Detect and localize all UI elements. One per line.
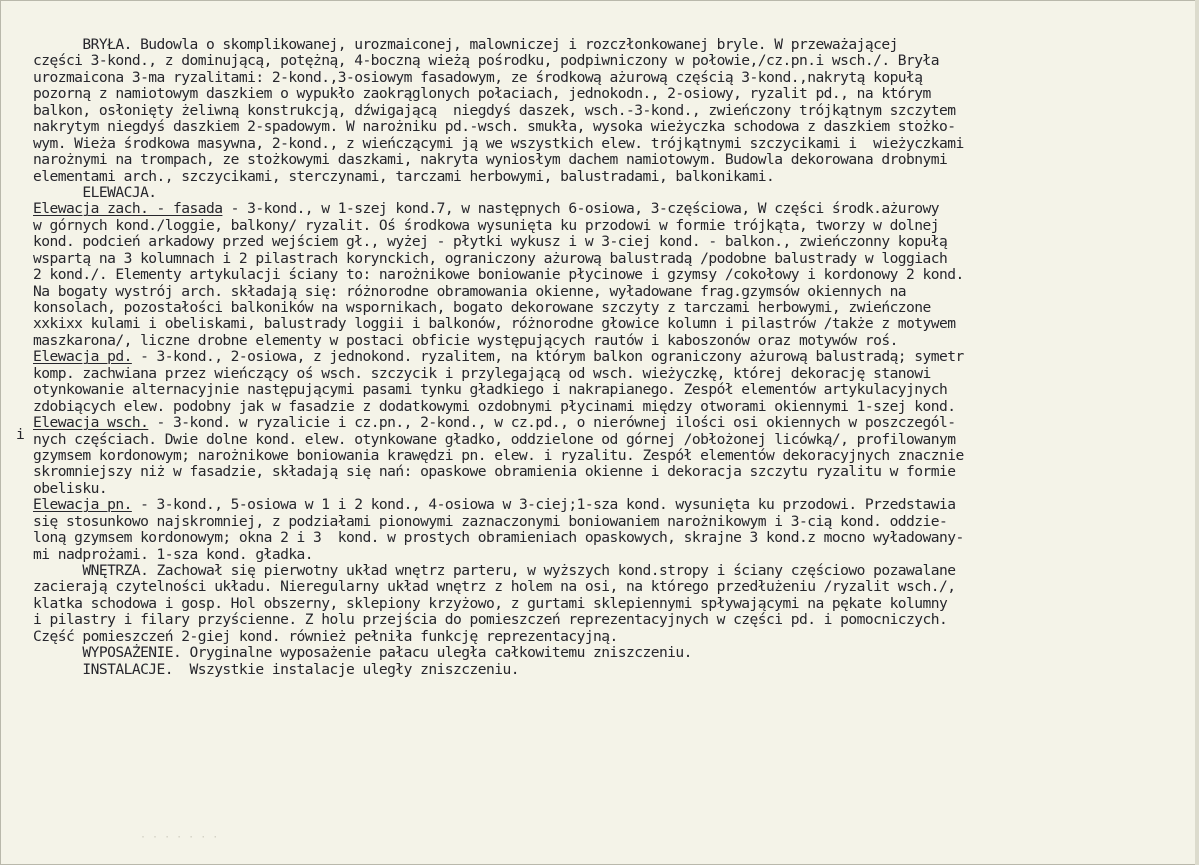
line-text: loną gzymsem kordonowym; okna 2 i 3 kond. w prostych obramieniach opaskowych, skrajne 3 kond.z mocno wyładowany-: [33, 529, 964, 547]
text-line: [33, 481, 1197, 497]
text-line: [33, 333, 1197, 349]
line-text: Część pomieszczeń 2-giej kond. również pełniła funkcję reprezentacyjną.: [33, 627, 618, 645]
text-line: [33, 497, 1197, 513]
line-text: 2 kond./. Elementy artykulacji ściany to: narożnikowe boniowanie płycinowe i gzymsy /cokołowy i kordonowy 2 kond.: [33, 266, 964, 284]
text-line: [33, 629, 1197, 645]
line-text: skromniejszy niż w fasadzie, składają się nań: opaskowe obramienia okienne i dekoracja szczytu ryzalitu w formie: [33, 463, 956, 481]
line-text: się stosunkowo najskromniej, z podziałami pionowymi zaznaczonymi boniowaniem narożnikowym i 3-cią kond. oddzie-: [33, 512, 948, 530]
text-line: [33, 218, 1197, 234]
text-line: [33, 514, 1197, 530]
text-line: [33, 596, 1197, 612]
line-text: nakrytym niegdyś daszkiem 2-spadowym. W narożniku pd.-wsch. smukła, wysoka wieżyczka schodowa z daszkiem stożko-: [33, 118, 956, 136]
section-heading: Elewacja pd.: [33, 348, 132, 366]
line-text: narożnymi na trompach, ze stożkowymi daszkami, nakryta wyniosłym dachem namiotowym. Budowla dekorowana drobnymi: [33, 151, 948, 169]
text-line: [33, 53, 1197, 69]
text-line: [33, 464, 1197, 480]
section-heading: Elewacja zach. - fasada: [33, 200, 223, 218]
text-line: [33, 37, 1197, 53]
line-text: urozmaicona 3-ma ryzalitami: 2-kond.,3-osiowym fasadowym, ze środkową ażurową częścią 3-kond.,nakrytą kopułą: [33, 68, 923, 86]
line-text: mi nadprożami. 1-sza kond. gładka.: [33, 545, 314, 563]
text-line: [33, 530, 1197, 546]
text-line: [33, 185, 1197, 201]
text-line: [33, 415, 1197, 431]
line-text: WNĘTRZA. Zachował się pierwotny układ wnętrz parteru, w wyższych kond.stropy i ściany częściowo pozawalane: [33, 562, 956, 579]
line-text: w górnych kond./loggie, balkony/ ryzalit. Oś środkowa wysunięta ku przodowi w formie trójkąta, tworzy w dolnej: [33, 216, 939, 234]
line-text: - 3-kond. w ryzalicie i cz.pn., 2-kond., w cz.pd., o nierównej ilości osi okiennych w poszczegól-: [148, 414, 956, 432]
text-line: [33, 86, 1197, 102]
text-line: [33, 563, 1197, 579]
faint-mark: · · · · · · ·: [140, 832, 219, 843]
section-heading: Elewacja wsch.: [33, 414, 149, 432]
text-line: [33, 103, 1197, 119]
line-text: obelisku.: [33, 479, 108, 497]
line-text: - 3-kond., w 1-szej kond.7, w następnych 6-osiowa, 3-częściowa, W części środk.ażurowy: [222, 200, 939, 218]
line-text: części 3-kond., z dominującą, potężną, 4-boczną wieżą pośrodku, podpiwniczony w połowie,/cz.pn.i wsch./. Bryła: [33, 52, 939, 70]
text-line: [33, 645, 1197, 661]
line-text: - 3-kond., 2-osiowa, z jednokond. ryzalitem, na którym balkon ograniczony ażurową balustradą; symetr: [131, 348, 964, 366]
text-line: [33, 234, 1197, 250]
line-text: WYPOSAŻENIE. Oryginalne wyposażenie pałacu uległa całkowitemu zniszczeniu.: [33, 644, 692, 662]
text-line: [33, 201, 1197, 217]
text-line: [33, 547, 1197, 563]
line-text: i pilastry i filary przyścienne. Z holu przejścia do pomieszczeń reprezentacyjnych w części pd. i pomocniczych.: [33, 611, 948, 629]
line-text: nych częściach. Dwie dolne kond. elew. otynkowane gładko, oddzielone od górnej /obłożonej licówką/, profilowanym: [33, 430, 956, 448]
text-line: [33, 366, 1197, 382]
line-text: BRYŁA. Budowla o skomplikowanej, urozmaiconej, malowniczej i rozczłonkowanej bryle. W przeważającej: [33, 36, 898, 53]
text-line: [33, 267, 1197, 283]
line-text: pozorną z namiotowym daszkiem o wypukło zaokrąglonych połaciach, jednokodn., 2-osiowy, ryzalit pd., na którym: [33, 85, 931, 103]
text-line: [33, 152, 1197, 168]
line-text: balkon, osłonięty żeliwną konstrukcją, dźwigającą niegdyś daszek, wsch.-3-kond., zwieńczony trójkątnym szczytem: [33, 101, 956, 119]
line-text: - 3-kond., 5-osiowa w 1 i 2 kond., 4-osiowa w 3-ciej;1-sza kond. wysunięta ku przodowi. Przedstawia: [131, 496, 956, 514]
text-line: [33, 399, 1197, 415]
line-text: zdobiących elew. podobny jak w fasadzie z dodatkowymi ozdobnymi płycinami między otworami okiennymi 1-szej kond.: [33, 397, 956, 415]
text-line: [33, 448, 1197, 464]
line-text: otynkowanie alternacyjnie następującymi pasami tynku gładkiego i nakrapianego. Zespół elementów artykulacyjnych: [33, 381, 948, 399]
line-text: gzymsem kordonowym; narożnikowe boniowania krawędzi pn. elew. i ryzalitu. Zespół elementów dekoracyjnych znacznie: [33, 446, 964, 464]
line-text: wspartą na 3 kolumnach i 2 pilastrach korynckich, ograniczony ażurową balustradą /podobne balustrady w loggiach: [33, 249, 948, 267]
text-line: [33, 300, 1197, 316]
line-text: elementami arch., szczycikami, sterczynami, tarczami herbowymi, balustradami, balkonikami.: [33, 167, 775, 185]
text-line: [33, 316, 1197, 332]
document-body: [33, 37, 1197, 678]
line-text: wym. Wieża środkowa masywna, 2-kond., z wieńczącymi ją we wszystkich elew. trójkątnymi szczycikami i wieżyczkami: [33, 134, 964, 152]
line-text: INSTALACJE. Wszystkie instalacje uległy zniszczeniu.: [33, 660, 519, 678]
text-line: [33, 612, 1197, 628]
text-line: [33, 251, 1197, 267]
line-text: klatka schodowa i gosp. Hol obszerny, sklepiony krzyżowo, z gurtami sklepiennymi spływającymi na pękate kolumny: [33, 594, 948, 612]
line-text: kond. podcień arkadowy przed wejściem gł., wyżej - płytki wykusz i w 3-ciej kond. - balkon., zwieńczonny kopułą: [33, 233, 948, 251]
text-line: [33, 70, 1197, 86]
text-line: [33, 349, 1197, 365]
text-line: [33, 284, 1197, 300]
text-line: [33, 579, 1197, 595]
line-text: komp. zachwiana przez wieńczący oś wsch. szczycik i przylegającą od wsch. wieżyczkę, której dekorację stanowi: [33, 364, 931, 382]
text-line: [33, 432, 1197, 448]
text-line: [33, 119, 1197, 135]
margin-mark: i: [16, 426, 25, 443]
line-text: ELEWACJA.: [33, 183, 157, 201]
line-text: zacierają czytelności układu. Nieregularny układ wnętrz z holem na osi, na którego przedłużeniu /ryzalit wsch./,: [33, 578, 956, 596]
line-text: xxkixx kulami i obeliskami, balustrady loggii i balkonów, różnorodne głowice kolumn i pilastrów /także z motywem: [33, 315, 956, 333]
line-text: maszkarona/, liczne drobne elementy w postaci obficie występujących rautów i kaboszonów oraz motywów roś.: [33, 331, 898, 349]
line-text: konsolach, pozostałości balkoników na wspornikach, bogato dekorowane szczyty z tarczami herbowymi, zwieńczone: [33, 299, 931, 316]
text-line: [33, 382, 1197, 398]
line-text: Na bogaty wystrój arch. składają się: różnorodne obramowania okienne, wyładowane frag.gzymsów okiennych na: [33, 282, 907, 300]
text-line: [33, 169, 1197, 185]
section-heading: Elewacja pn.: [33, 496, 132, 514]
text-line: [33, 136, 1197, 152]
text-line: [33, 662, 1197, 678]
